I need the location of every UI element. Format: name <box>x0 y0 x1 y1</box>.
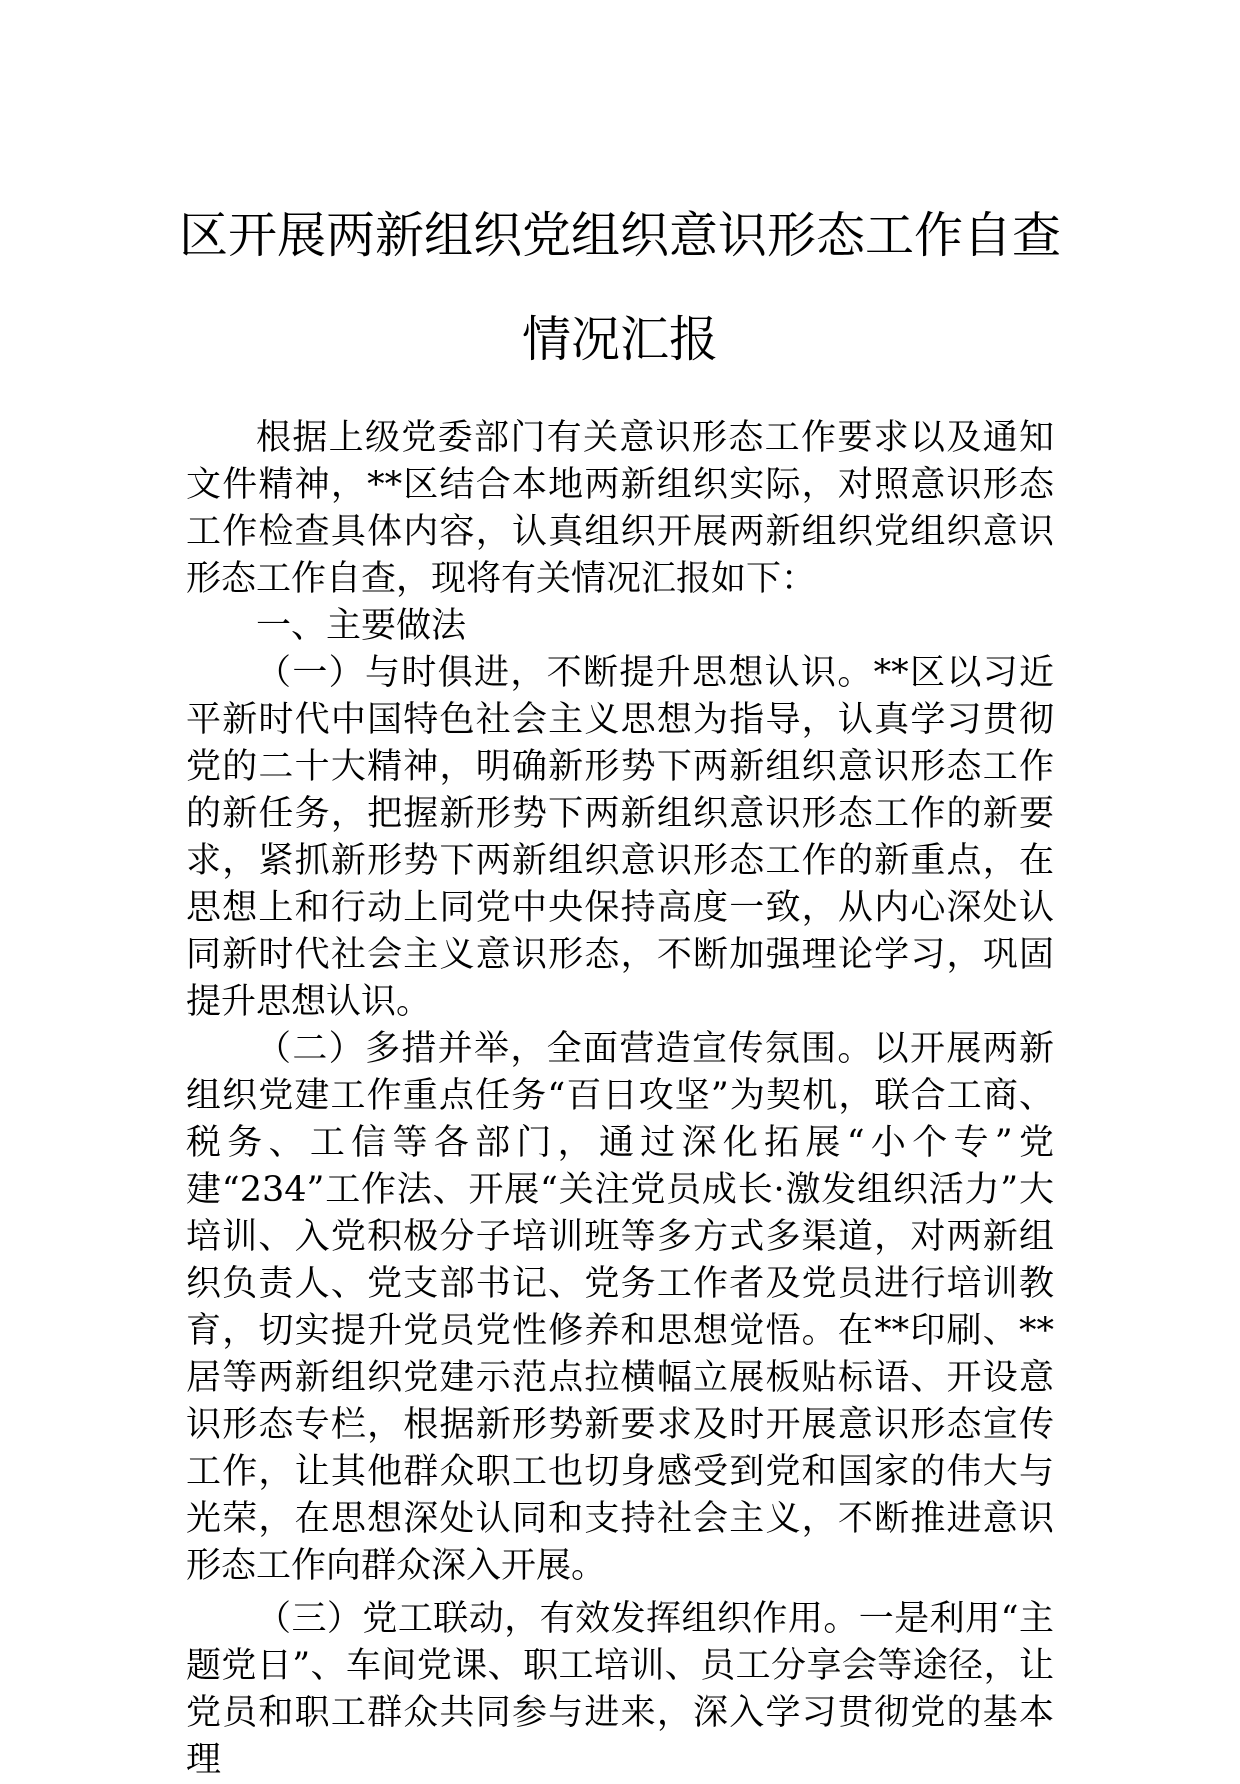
paragraph-item-3: （三）党工联动，有效发挥组织作用。一是利用“主题党日”、车间党课、职工培训、员工分享会等途径，让党员和职工群众共同参与进来，深入学习贯彻党的基本理 <box>186 1599 1054 1780</box>
document-body <box>186 415 1054 1784</box>
paragraph-item-2: （二）多措并举，全面营造宣传氛围。以开展两新组织党建工作重点任务“百日攻坚”为契机，联合工商、税务、工信等各部门，通过深化拓展“小个专”党建“234”工作法、开展“关注党员成长·激发组织活力”大培训、入党积极分子培训班等多方式多渠道，对两新组织负责人、党支部书记、党务工作者及党员进行培训教育，切实提升党员党性修养和思想觉悟。在**印刷、**居等两新组织党建示范点拉横幅立展板贴标语、开设意识形态专栏，根据新形势新要求及时开展意识形态宣传工作，让其他群众职工也切身感受到党和国家的伟大与光荣，在思想深处认同和支持社会主义，不断推进意识形态工作向群众深入开展。 <box>186 1029 1054 1586</box>
intro-paragraph: 根据上级党委部门有关意识形态工作要求以及通知文件精神，**区结合本地两新组织实际，对照意识形态工作检查具体内容，认真组织开展两新组织党组织意识形态工作自查，现将有关情况汇报如下： <box>186 418 1054 599</box>
paragraph-item-1: （一）与时俱进，不断提升思想认识。**区以习近平新时代中国特色社会主义思想为指导，认真学习贯彻党的二十大精神，明确新形势下两新组织意识形态工作的新任务，把握新形势下两新组织意识形态工作的新要求，紧抓新形势下两新组织意识形态工作的新重点，在思想上和行动上同党中央保持高度一致，从内心深处认同新时代社会主义意识形态，不断加强理论学习，巩固提升思想认识。 <box>186 653 1054 1022</box>
title-line-1: 区开展两新组织党组织意识形态工作自查 <box>178 207 1061 264</box>
document-title <box>0 184 1240 392</box>
title-line-2: 情况汇报 <box>521 311 718 368</box>
section-heading-main-practices: 一、主要做法 <box>256 606 467 646</box>
